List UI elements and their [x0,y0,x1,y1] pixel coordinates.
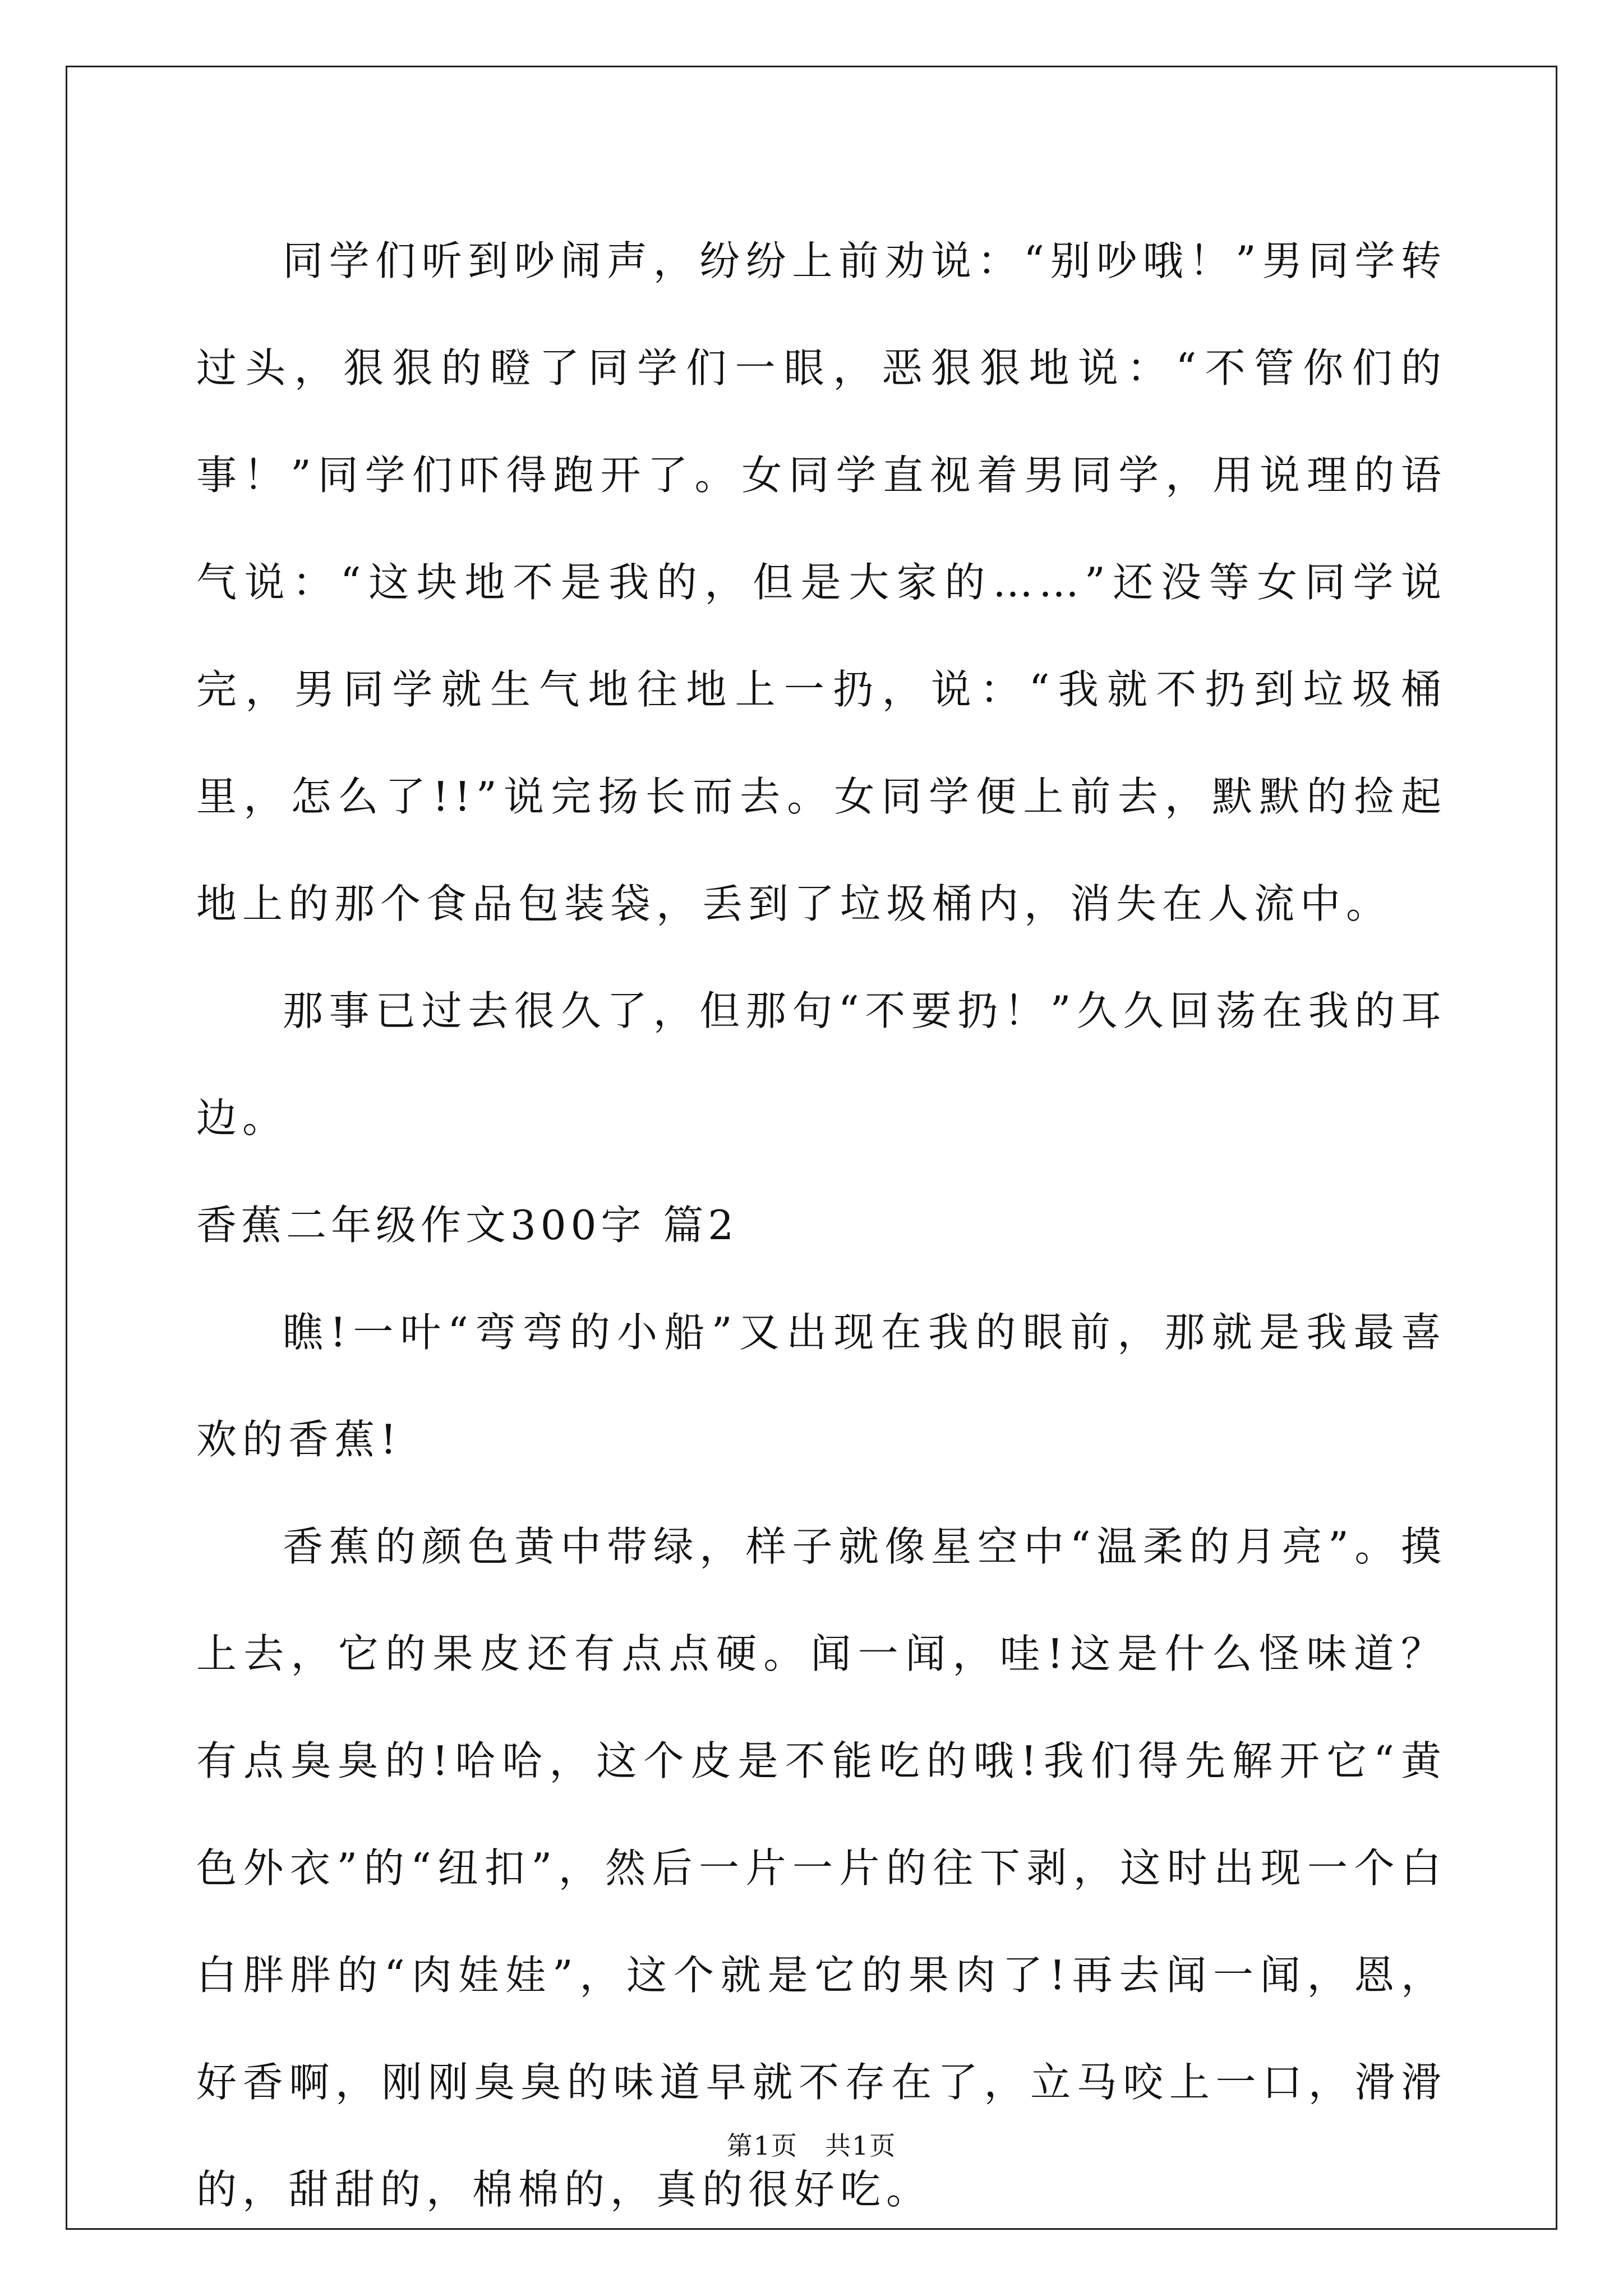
page-footer: 第1页 共1页 [726,2131,897,2161]
document-body [196,208,1447,2243]
paragraph: 那事已过去很久了，但那句“不要扔！”久久回荡在我的耳边。 [196,987,1447,1142]
paragraph: 瞧!一叶“弯弯的小船”又出现在我的眼前，那就是我最喜欢的香蕉! [196,1309,1447,1463]
paragraph: 同学们听到吵闹声，纷纷上前劝说：“别吵哦！”男同学转过头，狠狠的瞪了同学们一眼，恶狠狠地说：“不管你们的事！”同学们吓得跑开了。女同学直视着男同学，用说理的语气说：“这块地不是我的，但是大家的……”还没等女同学说完，男同学就生气地往地上一扔，说：“我就不扔到垃圾桶里，怎么了!!”说完扬长而去。女同学便上前去，默默的捡起地上的那个食品包装袋，丢到了垃圾桶内，消失在人流中。 [196,237,1447,927]
section-heading: 香蕉二年级作文300字 篇2 [196,1202,739,1249]
paragraph: 香蕉的颜色黄中带绿，样子就像星空中“温柔的月亮”。摸上去，它的果皮还有点点硬。闻一闻，哇!这是什么怪味道？有点臭臭的!哈哈，这个皮是不能吃的哦!我们得先解开它“黄色外衣”的“纽扣”，然后一片一片的往下剥，这时出现一个白白胖胖的“肉娃娃”，这个就是它的果肉了!再去闻一闻，恩，好香啊，刚刚臭臭的味道早就不存在了，立马咬上一口，滑滑的，甜甜的，棉棉的，真的很好吃。 [196,1523,1447,2213]
